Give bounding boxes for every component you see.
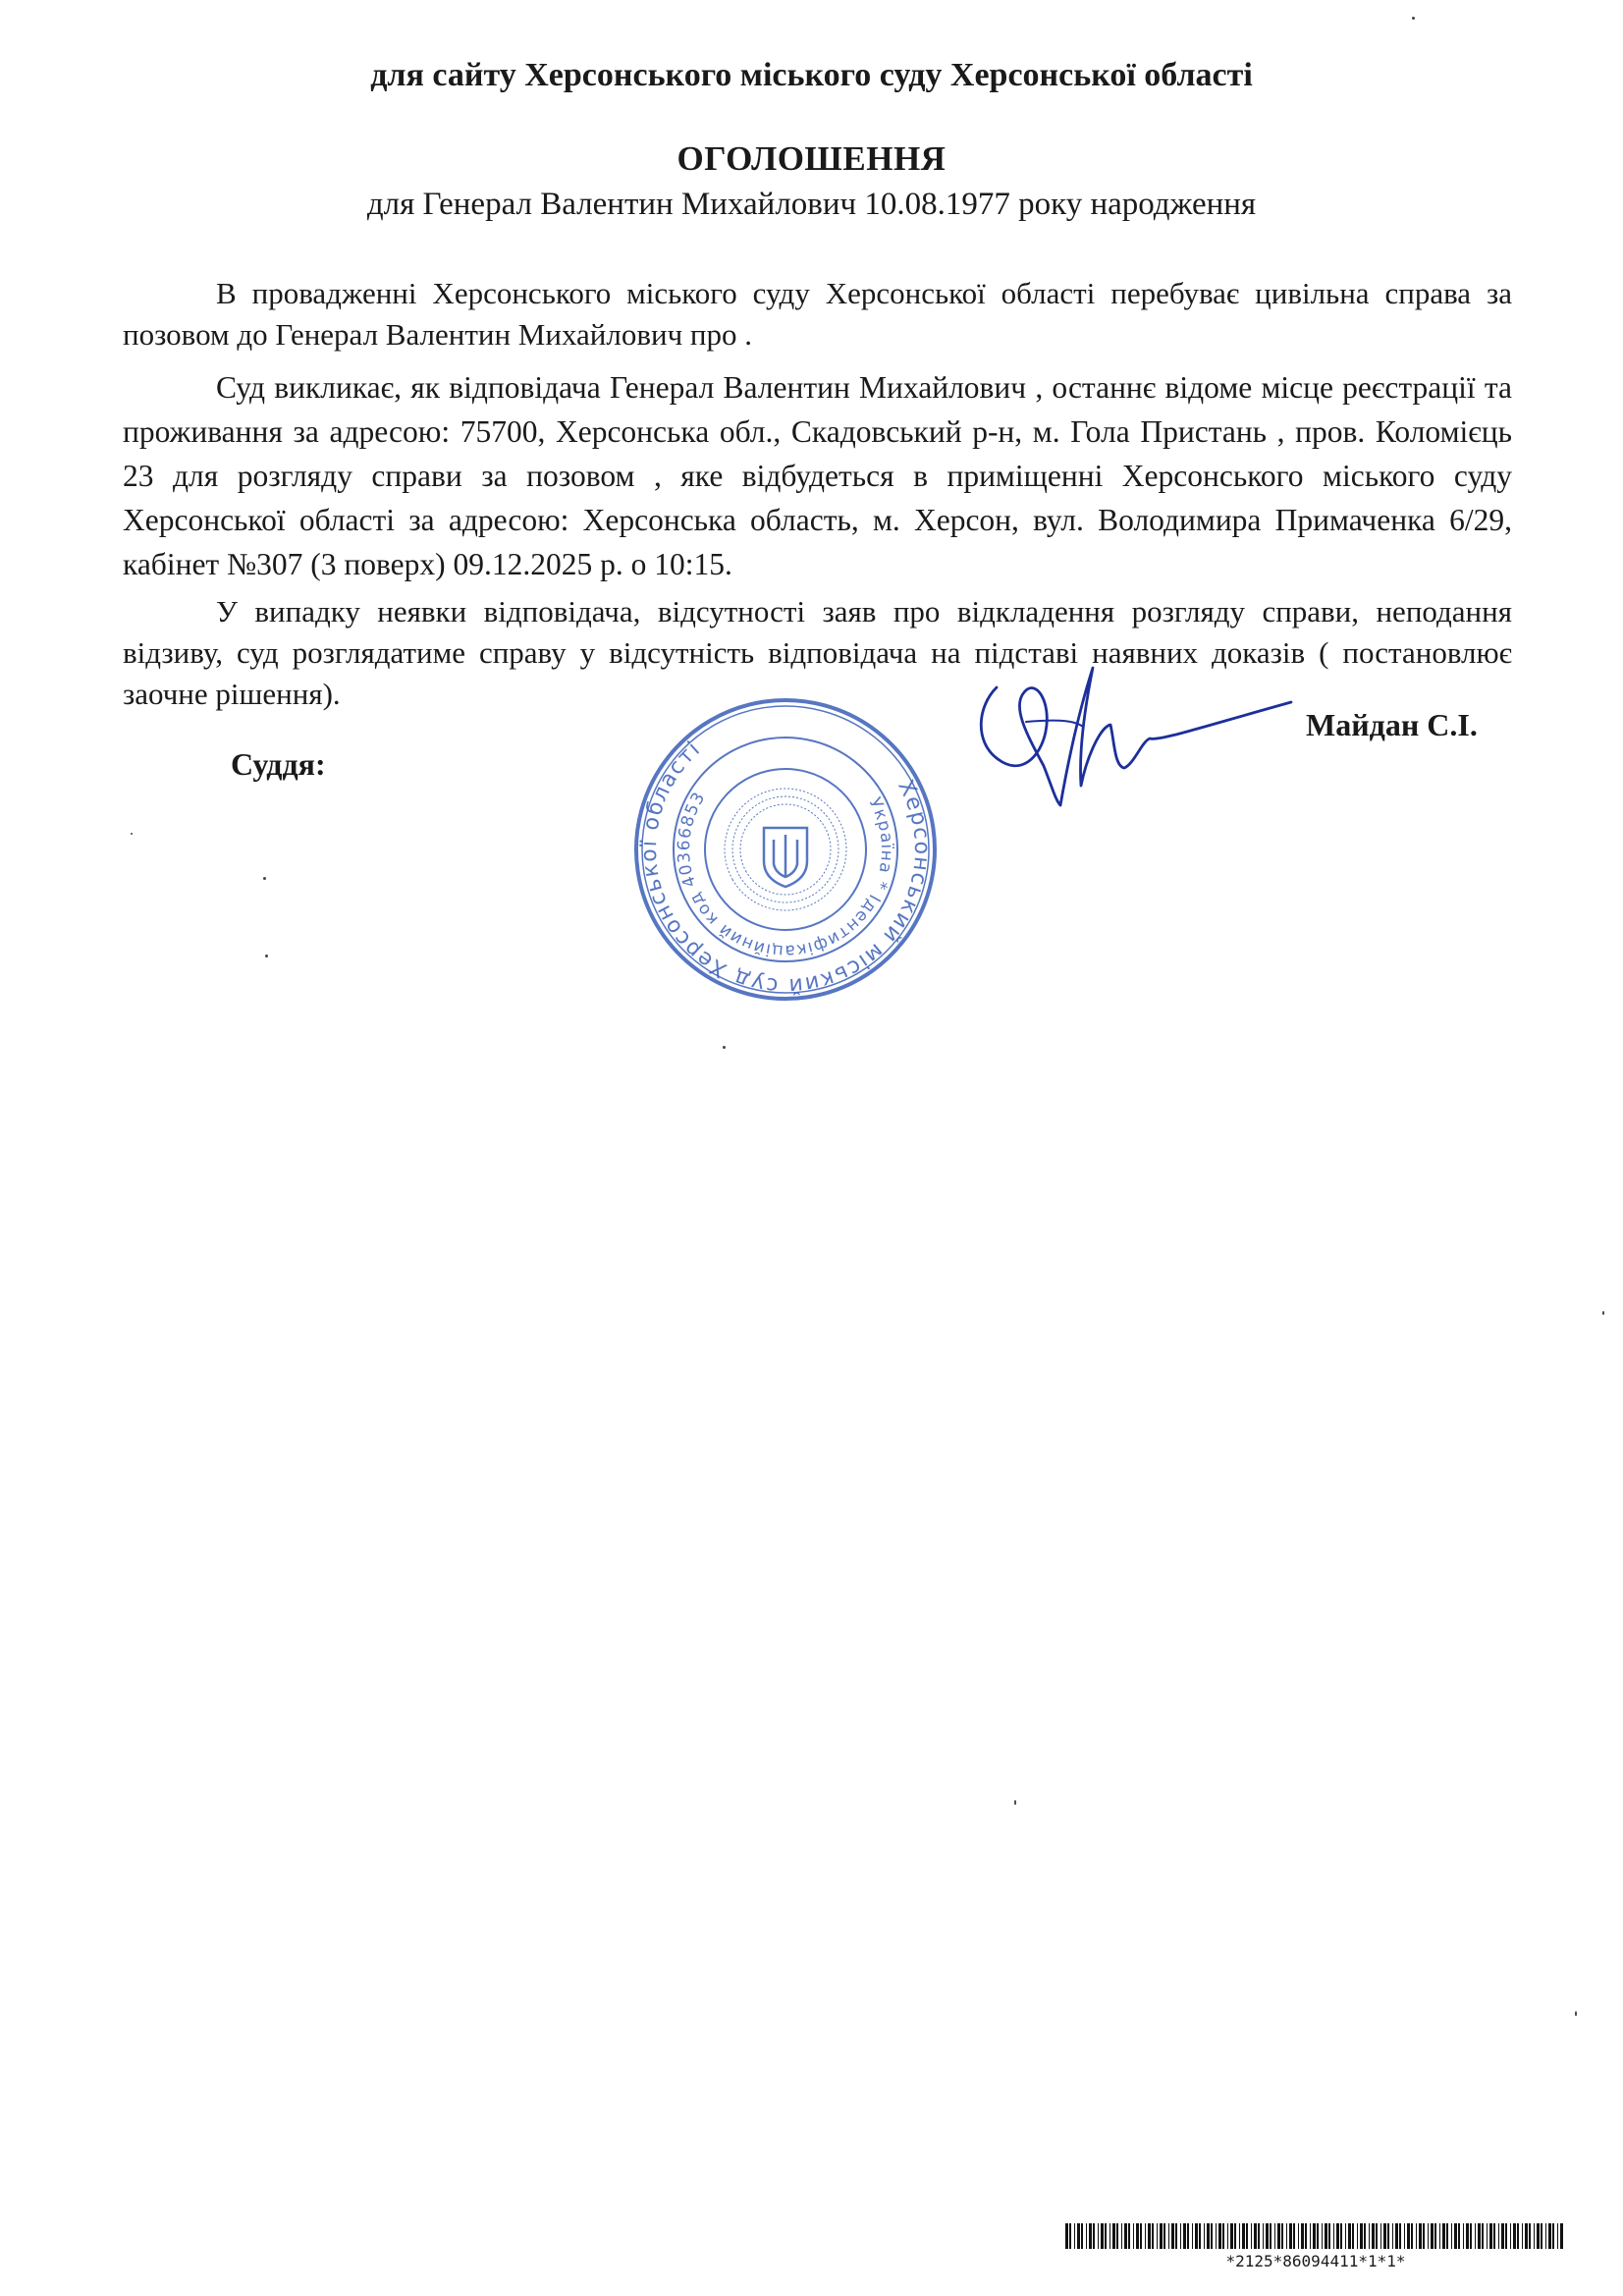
trident-emblem-icon [764, 828, 807, 887]
paragraph-2-text: Суд викликає, як відповідача Генерал Валентин Михайлович , останнє відоме місце реєстрації та проживання за адресою: 75700, Херсонська обл., Скадовський р-н, м. Гола Пристань , пров. Коломієць 23 для розгляду справи за позовом , яке відбудеться в приміщенні Херсонського міського суду Херсонської області за адресою: Херсонська область, м. Херсон, вул. Володимира Примаченка 6/29, кабінет №307 (3 поверх) 09.12.2025 р. о 10:15. [123, 370, 1512, 581]
site-header-line: для сайту Херсонського міського суду Херсонської області [370, 57, 1253, 93]
judge-label: Суддя: [231, 746, 326, 782]
paragraph-summons [123, 365, 1512, 586]
barcode-number: *2125*86094411*1*1* [1225, 2252, 1406, 2270]
announcement-addressee: для Генерал Валентин Михайлович 10.08.1977 року народження [366, 187, 1257, 222]
paragraph-3-text: У випадку неявки відповідача, відсутності заяв про відкладення розгляду справи, неподання відзиву, суд розглядатиме справу у відсутність відповідача на підставі наявних доказів ( постановлює заочне рішення). [123, 594, 1512, 711]
judge-name: Майдан С.І. [1306, 707, 1478, 742]
seal-outer-text: Херсонський міський суд Херсонської області [636, 736, 935, 999]
paragraph-case-info [123, 273, 1512, 355]
announcement-title: ОГОЛОШЕННЯ [676, 139, 947, 178]
seal-inner-text: Україна * Ідентифікаційний код 40366853 [674, 788, 897, 961]
paragraph-1-text: В провадженні Херсонського міського суду Херсонської області перебуває цивільна справа за позовом до Генерал Валентин Михайлович про . [123, 276, 1512, 352]
document-barcode [1065, 2223, 1566, 2249]
court-seal-stamp [628, 692, 943, 1007]
judge-signature [967, 648, 1301, 815]
